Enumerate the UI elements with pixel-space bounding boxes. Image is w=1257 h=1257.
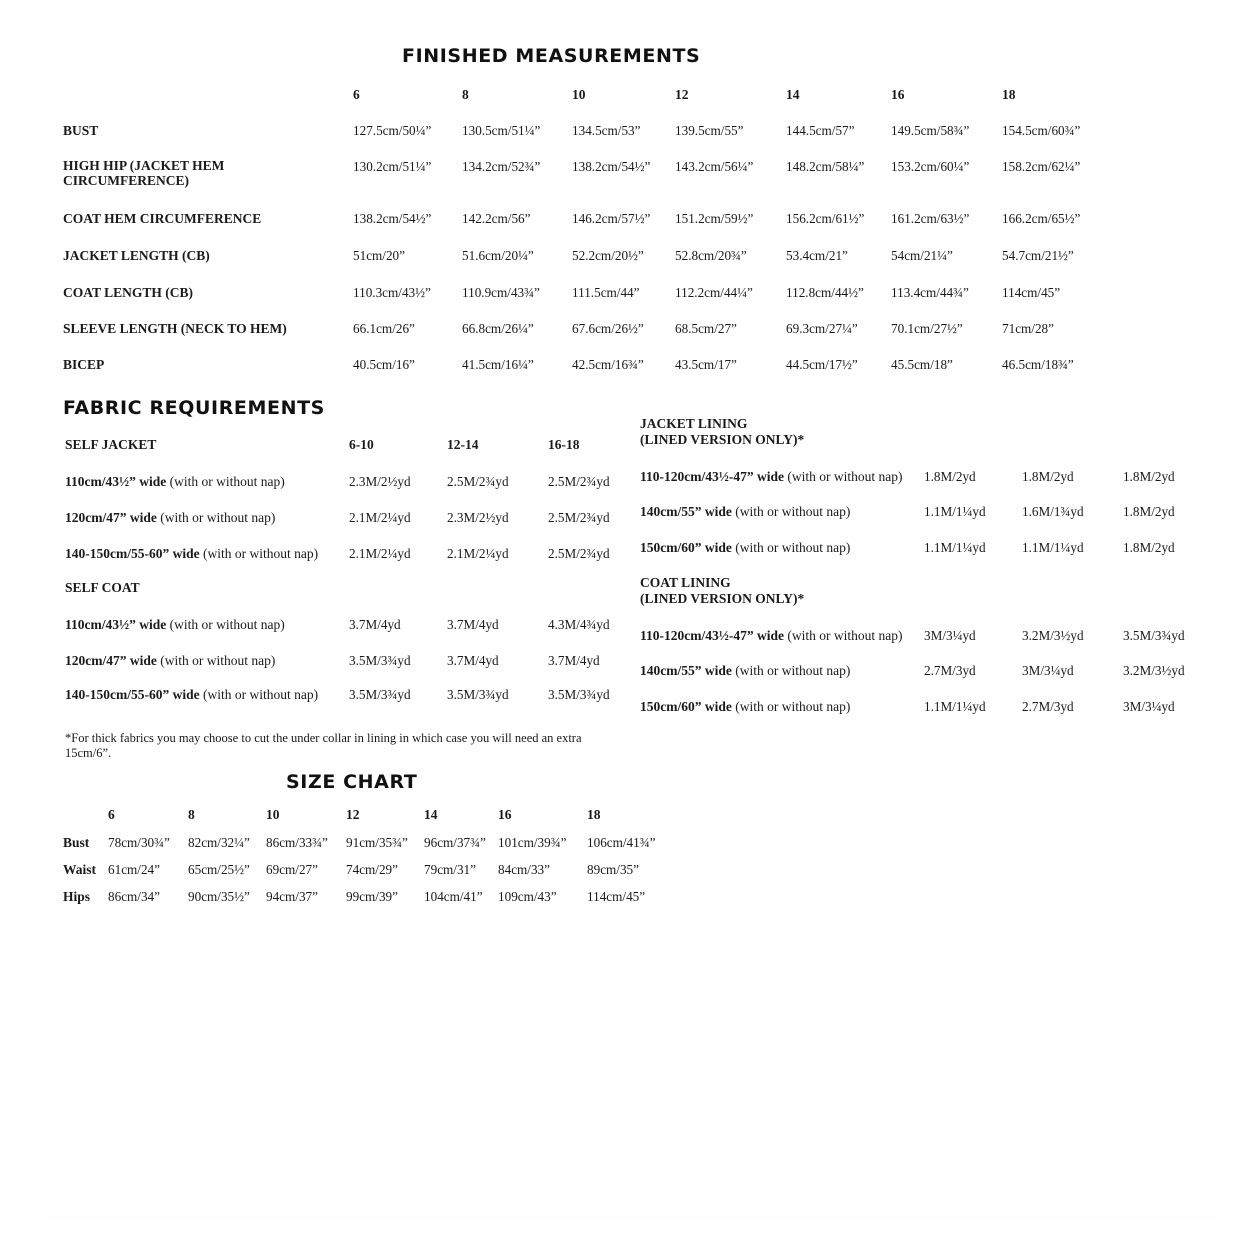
value-cell: 69cm/27”	[266, 862, 319, 877]
yardage-cell: 2.5M/2¾yd	[548, 510, 610, 525]
size-header-cell: 14	[424, 807, 438, 822]
value-cell: 134.2cm/52¾”	[462, 159, 541, 174]
yardage-cell: 2.1M/2¼yd	[349, 546, 411, 561]
row-label: Bust	[63, 835, 90, 850]
fabric-width-label: 140-150cm/55-60” wide (with or without nap)	[65, 687, 319, 702]
value-cell: 86cm/34”	[108, 889, 161, 904]
row-label: SLEEVE LENGTH (NECK TO HEM)	[63, 321, 287, 336]
value-cell: 82cm/32¼”	[188, 835, 250, 850]
value-cell: 109cm/43”	[498, 889, 557, 904]
yardage-cell: 3.5M/3¾yd	[349, 687, 411, 702]
yardage-cell: 2.1M/2¼yd	[447, 546, 509, 561]
coat-lining-subtitle: (LINED VERSION ONLY)*	[640, 591, 805, 606]
size-header-cell: 10	[266, 807, 280, 822]
value-cell: 151.2cm/59½”	[675, 211, 754, 226]
fabric-width-label: 120cm/47” wide (with or without nap)	[65, 653, 276, 668]
row-label: BUST	[63, 123, 99, 138]
jacket-lining-subtitle: (LINED VERSION ONLY)*	[640, 432, 805, 447]
yardage-cell: 2.7M/3yd	[1022, 699, 1074, 714]
yardage-cell: 3M/3¼yd	[1022, 663, 1074, 678]
yardage-cell: 1.8M/2yd	[1022, 469, 1074, 484]
value-cell: 91cm/35¾”	[346, 835, 408, 850]
value-cell: 148.2cm/58¼”	[786, 159, 865, 174]
row-label: Hips	[63, 889, 91, 904]
coat-lining-title: COAT LINING	[640, 575, 731, 590]
value-cell: 158.2cm/62¼”	[1002, 159, 1081, 174]
size-header-cell: 18	[587, 807, 601, 822]
value-cell: 42.5cm/16¾”	[572, 357, 644, 372]
size-header-cell: 8	[462, 87, 469, 102]
yardage-cell: 1.8M/2yd	[1123, 540, 1175, 555]
value-cell: 52.2cm/20½”	[572, 248, 644, 263]
yardage-cell: 3.2M/3½yd	[1022, 628, 1084, 643]
value-cell: 66.8cm/26¼”	[462, 321, 534, 336]
row-label: COAT HEM CIRCUMFERENCE	[63, 211, 262, 226]
yardage-cell: 3.7M/4yd	[349, 617, 401, 632]
value-cell: 54.7cm/21½”	[1002, 248, 1074, 263]
value-cell: 44.5cm/17½”	[786, 357, 858, 372]
value-cell: 144.5cm/57”	[786, 123, 855, 138]
value-cell: 84cm/33”	[498, 862, 551, 877]
value-cell: 90cm/35½”	[188, 889, 250, 904]
size-header-cell: 6	[353, 87, 360, 102]
value-cell: 52.8cm/20¾”	[675, 248, 747, 263]
value-cell: 70.1cm/27½”	[891, 321, 963, 336]
value-cell: 66.1cm/26”	[353, 321, 415, 336]
fabric-width-label: 140cm/55” wide (with or without nap)	[640, 663, 851, 678]
value-cell: 166.2cm/65½”	[1002, 211, 1081, 226]
self-jacket-title: SELF JACKET	[65, 437, 157, 452]
fabric-width-label: 110cm/43½” wide (with or without nap)	[65, 617, 285, 632]
yardage-cell: 2.5M/2¾yd	[548, 546, 610, 561]
value-cell: 161.2cm/63½”	[891, 211, 970, 226]
yardage-cell: 1.1M/1¼yd	[924, 504, 986, 519]
value-cell: 96cm/37¾”	[424, 835, 486, 850]
fabric-width-label: 140cm/55” wide (with or without nap)	[640, 504, 851, 519]
value-cell: 101cm/39¾”	[498, 835, 567, 850]
value-cell: 40.5cm/16”	[353, 357, 415, 372]
value-cell: 114cm/45”	[587, 889, 646, 904]
value-cell: 112.2cm/44¼”	[675, 285, 753, 300]
value-cell: 149.5cm/58¾”	[891, 123, 970, 138]
size-header-cell: 12	[346, 807, 360, 822]
finished-measurements-title: FINISHED MEASUREMENTS	[402, 45, 701, 67]
size-header-cell: 16	[498, 807, 512, 822]
value-cell: 130.5cm/51¼”	[462, 123, 541, 138]
fabric-width-label: 150cm/60” wide (with or without nap)	[640, 699, 851, 714]
value-cell: 54cm/21¼”	[891, 248, 953, 263]
row-label: COAT LENGTH (CB)	[63, 285, 194, 300]
value-cell: 89cm/35”	[587, 862, 640, 877]
size-header-cell: 8	[188, 807, 195, 822]
value-cell: 45.5cm/18”	[891, 357, 953, 372]
yardage-cell: 3.5M/3¾yd	[548, 687, 610, 702]
value-cell: 114cm/45”	[1002, 285, 1061, 300]
size-chart-title: SIZE CHART	[286, 771, 418, 793]
yardage-cell: 3M/3¼yd	[924, 628, 976, 643]
value-cell: 127.5cm/50¼”	[353, 123, 432, 138]
value-cell: 41.5cm/16¼”	[462, 357, 534, 372]
value-cell: 143.2cm/56¼”	[675, 159, 754, 174]
row-label: HIGH HIP (JACKET HEM CIRCUMFERENCE)	[63, 158, 225, 188]
value-cell: 106cm/41¾”	[587, 835, 656, 850]
value-cell: 146.2cm/57½”	[572, 211, 651, 226]
yardage-cell: 3.2M/3½yd	[1123, 663, 1185, 678]
yardage-cell: 1.1M/1¼yd	[924, 540, 986, 555]
fabric-width-label: 120cm/47” wide (with or without nap)	[65, 510, 276, 525]
value-cell: 67.6cm/26½”	[572, 321, 644, 336]
footnote: *For thick fabrics you may choose to cut the under collar in lining in which case you will need an extra 15cm/6”.	[65, 731, 582, 760]
yardage-cell: 2.3M/2½yd	[349, 474, 411, 489]
size-header-cell: 14	[786, 87, 800, 102]
group-header-cell: 16-18	[548, 437, 580, 452]
fabric-requirements-title: FABRIC REQUIREMENTS	[63, 397, 325, 419]
value-cell: 142.2cm/56”	[462, 211, 531, 226]
yardage-cell: 1.8M/2yd	[1123, 504, 1175, 519]
yardage-cell: 3.7M/4yd	[447, 617, 499, 632]
value-cell: 43.5cm/17”	[675, 357, 737, 372]
yardage-cell: 1.1M/1¼yd	[924, 699, 986, 714]
value-cell: 61cm/24”	[108, 862, 161, 877]
yardage-cell: 2.5M/2¾yd	[447, 474, 509, 489]
fabric-width-label: 150cm/60” wide (with or without nap)	[640, 540, 851, 555]
value-cell: 113.4cm/44¾”	[891, 285, 969, 300]
yardage-cell: 3.5M/3¾yd	[349, 653, 411, 668]
value-cell: 110.3cm/43½”	[353, 285, 431, 300]
value-cell: 99cm/39”	[346, 889, 399, 904]
row-label: JACKET LENGTH (CB)	[63, 248, 210, 263]
value-cell: 69.3cm/27¼”	[786, 321, 858, 336]
row-label: Waist	[63, 862, 97, 877]
value-cell: 86cm/33¾”	[266, 835, 328, 850]
value-cell: 138.2cm/54½”	[572, 159, 651, 174]
value-cell: 71cm/28”	[1002, 321, 1055, 336]
value-cell: 138.2cm/54½”	[353, 211, 432, 226]
value-cell: 53.4cm/21”	[786, 248, 848, 263]
value-cell: 51cm/20”	[353, 248, 406, 263]
value-cell: 112.8cm/44½”	[786, 285, 864, 300]
value-cell: 156.2cm/61½”	[786, 211, 865, 226]
yardage-cell: 3.5M/3¾yd	[1123, 628, 1185, 643]
fabric-width-label: 110cm/43½” wide (with or without nap)	[65, 474, 285, 489]
yardage-cell: 2.7M/3yd	[924, 663, 976, 678]
group-header-cell: 12-14	[447, 437, 479, 452]
yardage-cell: 4.3M/4¾yd	[548, 617, 610, 632]
value-cell: 46.5cm/18¾”	[1002, 357, 1074, 372]
yardage-cell: 3.7M/4yd	[548, 653, 600, 668]
value-cell: 94cm/37”	[266, 889, 319, 904]
value-cell: 130.2cm/51¼”	[353, 159, 432, 174]
yardage-cell: 2.5M/2¾yd	[548, 474, 610, 489]
self-coat-title: SELF COAT	[65, 580, 140, 595]
value-cell: 68.5cm/27”	[675, 321, 737, 336]
yardage-cell: 3.7M/4yd	[447, 653, 499, 668]
fabric-width-label: 110-120cm/43½-47” wide (with or without nap)	[640, 469, 903, 484]
yardage-cell: 3.5M/3¾yd	[447, 687, 509, 702]
size-header-cell: 10	[572, 87, 586, 102]
yardage-cell: 2.1M/2¼yd	[349, 510, 411, 525]
value-cell: 74cm/29”	[346, 862, 399, 877]
yardage-cell: 1.1M/1¼yd	[1022, 540, 1084, 555]
value-cell: 111.5cm/44”	[572, 285, 640, 300]
value-cell: 78cm/30¾”	[108, 835, 170, 850]
size-header-cell: 6	[108, 807, 115, 822]
value-cell: 79cm/31”	[424, 862, 477, 877]
yardage-cell: 1.8M/2yd	[924, 469, 976, 484]
jacket-lining-title: JACKET LINING	[640, 416, 748, 431]
yardage-cell: 3M/3¼yd	[1123, 699, 1175, 714]
value-cell: 154.5cm/60¾”	[1002, 123, 1081, 138]
fabric-width-label: 140-150cm/55-60” wide (with or without nap)	[65, 546, 319, 561]
value-cell: 104cm/41”	[424, 889, 483, 904]
yardage-cell: 1.6M/1¾yd	[1022, 504, 1084, 519]
group-header-cell: 6-10	[349, 437, 374, 452]
row-label: BICEP	[63, 357, 105, 372]
fabric-width-label: 110-120cm/43½-47” wide (with or without nap)	[640, 628, 903, 643]
size-header-cell: 18	[1002, 87, 1016, 102]
size-header-cell: 12	[675, 87, 689, 102]
value-cell: 65cm/25½”	[188, 862, 250, 877]
value-cell: 110.9cm/43¾”	[462, 285, 540, 300]
value-cell: 153.2cm/60¼”	[891, 159, 970, 174]
value-cell: 139.5cm/55”	[675, 123, 744, 138]
yardage-cell: 2.3M/2½yd	[447, 510, 509, 525]
yardage-cell: 1.8M/2yd	[1123, 469, 1175, 484]
value-cell: 51.6cm/20¼”	[462, 248, 534, 263]
size-header-cell: 16	[891, 87, 905, 102]
value-cell: 134.5cm/53”	[572, 123, 641, 138]
